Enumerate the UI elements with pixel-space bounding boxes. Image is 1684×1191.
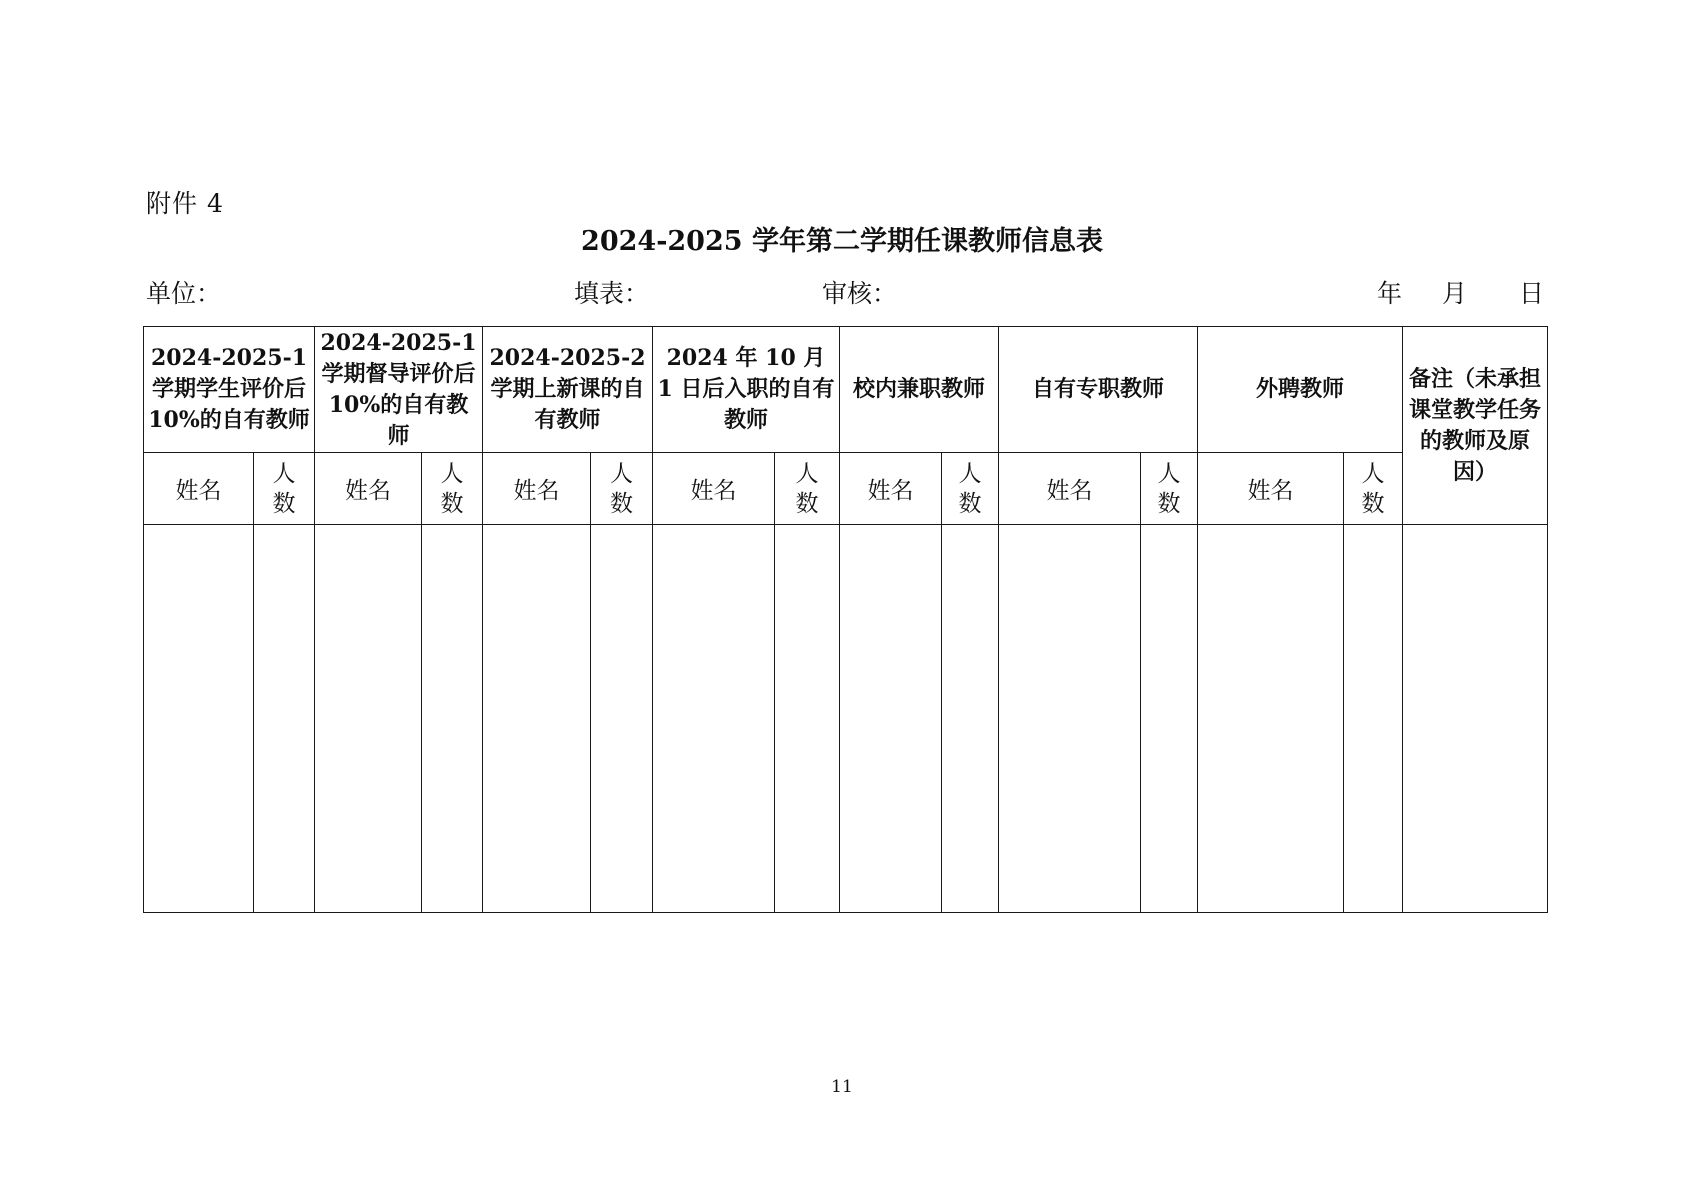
table-cell <box>840 525 942 913</box>
date-line <box>1377 274 1544 310</box>
day-label: 日 <box>1518 279 1544 308</box>
sub-header-name: 姓名 <box>840 453 942 525</box>
table-cell <box>999 525 1141 913</box>
attachment-label: 附件 4 <box>146 189 224 218</box>
sub-header-count: 人 数 <box>1344 453 1403 525</box>
table-row <box>144 525 1548 913</box>
sub-header-name: 姓名 <box>144 453 254 525</box>
table-cell <box>144 525 254 913</box>
table-cell <box>1403 525 1548 913</box>
unit-label: 单位： <box>146 279 222 308</box>
table-cell <box>483 525 591 913</box>
reviewer-label: 审核： <box>822 279 898 308</box>
page-number: 11 <box>831 1077 853 1097</box>
sub-header-name: 姓名 <box>1198 453 1344 525</box>
sub-header-row <box>144 453 1548 525</box>
sub-header-name: 姓名 <box>483 453 591 525</box>
table-cell <box>942 525 999 913</box>
group-header-full-time: 自有专职教师 <box>999 327 1198 453</box>
sub-header-name: 姓名 <box>999 453 1141 525</box>
sub-header-count: 人 数 <box>591 453 653 525</box>
table-cell <box>315 525 422 913</box>
table-cell <box>591 525 653 913</box>
table-cell <box>1198 525 1344 913</box>
sub-header-name: 姓名 <box>315 453 422 525</box>
table-cell <box>653 525 775 913</box>
sub-header-count: 人 数 <box>942 453 999 525</box>
table-cell <box>422 525 483 913</box>
year-label: 年 <box>1376 279 1402 308</box>
group-header-part-time: 校内兼职教师 <box>840 327 999 453</box>
filler-label: 填表： <box>574 279 650 308</box>
table-cell <box>1344 525 1403 913</box>
sub-header-count: 人 数 <box>422 453 483 525</box>
table-cell <box>1141 525 1198 913</box>
sub-header-count: 人 数 <box>254 453 315 525</box>
remark-header: 备注（未承担课堂教学任务的教师及原因） <box>1403 327 1548 525</box>
document-title: 2024-2025 学年第二学期任课教师信息表 <box>581 226 1103 257</box>
month-label: 月 <box>1441 279 1467 308</box>
sub-header-count: 人 数 <box>775 453 840 525</box>
group-header-new-course: 2024-2025-2学期上新课的自有教师 <box>483 327 653 453</box>
group-header-row <box>144 327 1548 453</box>
group-header-external: 外聘教师 <box>1198 327 1403 453</box>
group-header-new-hire: 2024 年 10 月 1 日后入职的自有教师 <box>653 327 840 453</box>
sub-header-count: 人 数 <box>1141 453 1198 525</box>
sub-header-name: 姓名 <box>653 453 775 525</box>
teacher-info-table <box>143 326 1548 913</box>
table-cell <box>254 525 315 913</box>
table-cell <box>775 525 840 913</box>
group-header-supervisor-eval: 2024-2025-1学期督导评价后 10%的自有教师 <box>315 327 483 453</box>
group-header-student-eval: 2024-2025-1学期学生评价后 10%的自有教师 <box>144 327 315 453</box>
